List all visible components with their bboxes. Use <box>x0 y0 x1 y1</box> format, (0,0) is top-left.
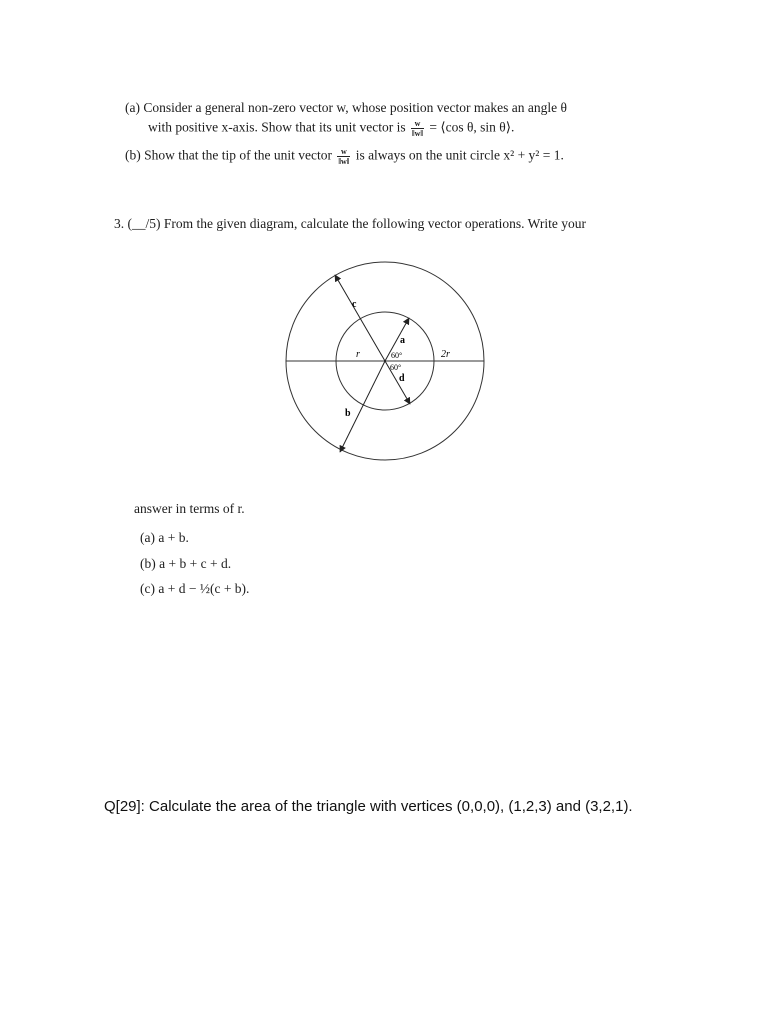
label-b: b <box>345 408 351 419</box>
question-29-text: Q[29]: Calculate the area of the triangle with vertices (0,0,0), (1,2,3) and (3,2,1). <box>104 798 633 815</box>
fraction-numerator-b: w <box>340 147 347 156</box>
problem-2a-text-2: with positive x-axis. Show that its unit vector is <box>148 119 406 135</box>
label-d: d <box>399 373 405 384</box>
problem-2a-line-2 <box>148 119 514 138</box>
problem-3-continuation <box>134 501 245 517</box>
label-a: a <box>400 335 405 346</box>
problem-3-header-text: 3. (__/5) From the given diagram, calculate the following vector operations. Write your <box>114 216 586 231</box>
fraction-denominator-b: ‖w‖ <box>338 157 350 166</box>
unit-vector-fraction <box>411 119 424 138</box>
part-c-text: (c) a + d − ½(c + b). <box>140 581 250 596</box>
label-c: c <box>352 299 357 310</box>
vector-b-arrow <box>340 361 385 452</box>
problem-2b-line <box>125 147 564 166</box>
problem-2a-text-3: = ⟨cos θ, sin θ⟩. <box>429 119 515 135</box>
label-r: r <box>356 349 360 360</box>
fraction-denominator: ‖w‖ <box>411 129 423 138</box>
vector-c-arrow <box>335 275 385 361</box>
problem-3-continuation-text: answer in terms of r. <box>134 501 245 516</box>
unit-vector-fraction-b <box>337 147 350 166</box>
problem-3-part-a <box>140 530 189 546</box>
problem-2a-text-1: (a) Consider a general non-zero vector w, whose position vector makes an angle θ <box>125 100 567 115</box>
problem-3-part-b <box>140 556 231 572</box>
question-29 <box>104 798 633 815</box>
vector-diagram <box>0 250 768 480</box>
fraction-numerator: w <box>414 119 421 128</box>
label-angle-2: 60° <box>390 363 402 372</box>
problem-2b-text-1: (b) Show that the tip of the unit vector <box>125 147 332 163</box>
problem-3-part-c <box>140 581 249 597</box>
part-a-text: (a) a + b. <box>140 530 189 545</box>
label-angle-1: 60° <box>391 351 403 360</box>
problem-2a-line-1 <box>125 100 567 116</box>
label-2r: 2r <box>441 349 450 360</box>
part-b-text: (b) a + b + c + d. <box>140 556 232 571</box>
problem-3-header <box>114 216 586 232</box>
problem-2b-text-2: is always on the unit circle x² + y² = 1. <box>355 147 564 163</box>
